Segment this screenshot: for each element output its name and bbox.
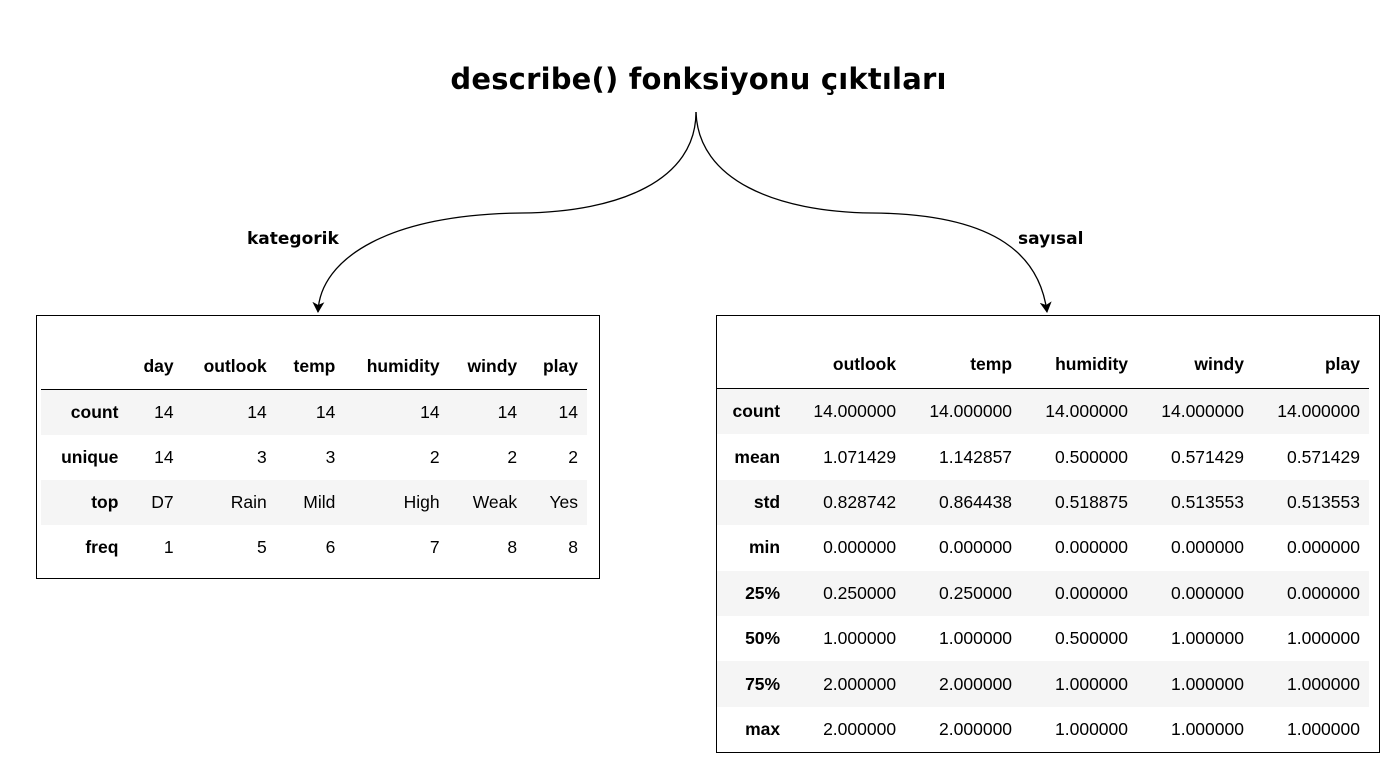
table-cell: 2.000000 (939, 673, 1013, 694)
table-cell: 14.000000 (929, 401, 1013, 422)
row-label: unique (61, 447, 119, 467)
table-cell: 0.250000 (939, 582, 1013, 603)
table-cell: 0.000000 (1287, 537, 1360, 558)
row-label: 75% (745, 673, 781, 694)
table-cell: 14 (558, 402, 578, 422)
row-label: std (753, 491, 781, 512)
column-header: play (526, 343, 587, 390)
table-cell: 2 (568, 447, 578, 467)
row-label: freq (85, 537, 119, 557)
table-cell: 1.000000 (823, 628, 897, 649)
row-label: 50% (745, 628, 781, 649)
table-cell: 5 (257, 537, 267, 557)
arrow-to-numeric (696, 112, 1047, 312)
row-label: max (745, 718, 781, 739)
column-header: play (1253, 341, 1369, 389)
row-label: count (732, 401, 781, 422)
categorical-describe-table (41, 343, 587, 570)
column-header: humidity (1021, 341, 1137, 389)
table-cell: 0.000000 (1055, 537, 1129, 558)
numeric-table-panel (716, 315, 1380, 753)
table-row (41, 525, 587, 570)
table-cell: 14 (420, 402, 440, 422)
column-header: temp (905, 341, 1021, 389)
table-cell: 2.000000 (939, 718, 1013, 739)
column-header: outlook (183, 343, 276, 390)
table-row (717, 389, 1369, 435)
table-cell: 2.000000 (823, 673, 897, 694)
row-label: 25% (745, 582, 781, 603)
table-cell: 8 (507, 537, 518, 557)
table-cell: 0.000000 (1287, 582, 1360, 603)
table-row (717, 525, 1369, 570)
table-cell: Rain (230, 492, 267, 512)
numeric-label: sayısal (1018, 229, 1084, 249)
table-cell: 1.000000 (1287, 718, 1360, 739)
table-cell: 1.071429 (823, 446, 897, 467)
table-header-row (717, 341, 1369, 389)
table-cell: 1.142857 (939, 446, 1013, 467)
table-cell: 1.000000 (1170, 718, 1244, 739)
arrow-to-categorical (318, 112, 696, 312)
row-label: count (70, 402, 119, 422)
column-header: temp (276, 343, 345, 390)
table-cell: 14 (315, 402, 336, 422)
table-cell: 14 (497, 402, 518, 422)
table-cell: 2 (507, 447, 518, 467)
table-cell: 1.000000 (1055, 718, 1129, 739)
column-header (41, 343, 127, 390)
column-header: day (127, 343, 182, 390)
table-cell: 0.864438 (939, 491, 1013, 512)
table-cell: 14 (154, 447, 174, 467)
table-cell: 1.000000 (1170, 673, 1244, 694)
table-row (717, 480, 1369, 525)
table-cell: 0.513553 (1170, 491, 1244, 512)
diagram-title: describe() fonksiyonu çıktıları (450, 62, 947, 96)
table-cell: 2.000000 (823, 718, 897, 739)
table-row (717, 616, 1369, 661)
table-cell: 14 (154, 402, 174, 422)
table-cell: Mild (303, 492, 336, 512)
table-cell: 0.000000 (1055, 582, 1129, 603)
table-cell: 0.250000 (823, 582, 897, 603)
table-cell: 6 (325, 537, 336, 557)
table-cell: 0.000000 (939, 537, 1013, 558)
table-cell: 0.513553 (1287, 491, 1360, 512)
table-row (41, 390, 587, 436)
table-cell: 2 (429, 447, 440, 467)
table-row (717, 571, 1369, 616)
row-label: mean (734, 446, 781, 467)
column-header: windy (449, 343, 527, 390)
table-cell: Yes (549, 492, 578, 512)
numeric-describe-table (717, 341, 1369, 752)
table-cell: 0.000000 (1170, 582, 1244, 603)
table-cell: 1 (163, 537, 174, 557)
table-row (41, 480, 587, 525)
table-cell: 0.828742 (823, 491, 897, 512)
table-cell: 1.000000 (1055, 673, 1129, 694)
row-label: min (748, 537, 781, 558)
row-label: top (91, 492, 119, 512)
table-cell: 0.500000 (1055, 446, 1129, 467)
table-cell: 14.000000 (1161, 401, 1244, 422)
table-header-row (41, 343, 587, 390)
categorical-table-panel (36, 315, 600, 579)
table-cell: 1.000000 (1287, 673, 1360, 694)
table-cell: 14.000000 (1277, 401, 1360, 422)
table-cell: 1.000000 (1287, 628, 1360, 649)
table-cell: D7 (151, 492, 174, 512)
table-cell: 0.571429 (1287, 446, 1360, 467)
table-cell: 14.000000 (813, 401, 897, 422)
table-cell: 0.000000 (823, 537, 897, 558)
table-cell: High (403, 492, 440, 512)
table-cell: 0.518875 (1055, 491, 1129, 512)
table-cell: 14 (247, 402, 267, 422)
table-cell: 1.000000 (939, 628, 1013, 649)
table-cell: Weak (472, 492, 518, 512)
categorical-label: kategorik (247, 229, 339, 249)
column-header (717, 341, 789, 389)
table-row (717, 707, 1369, 752)
table-cell: 1.000000 (1170, 628, 1244, 649)
column-header: windy (1137, 341, 1253, 389)
column-header: humidity (344, 343, 448, 390)
table-cell: 0.500000 (1055, 628, 1129, 649)
table-row (41, 435, 587, 480)
table-cell: 3 (325, 447, 336, 467)
table-cell: 7 (429, 537, 440, 557)
table-cell: 14.000000 (1045, 401, 1129, 422)
table-cell: 0.571429 (1170, 446, 1244, 467)
table-row (717, 661, 1369, 706)
table-cell: 8 (568, 537, 578, 557)
table-cell: 3 (257, 447, 267, 467)
column-header: outlook (789, 341, 905, 389)
table-cell: 0.000000 (1170, 537, 1244, 558)
table-row (717, 434, 1369, 479)
